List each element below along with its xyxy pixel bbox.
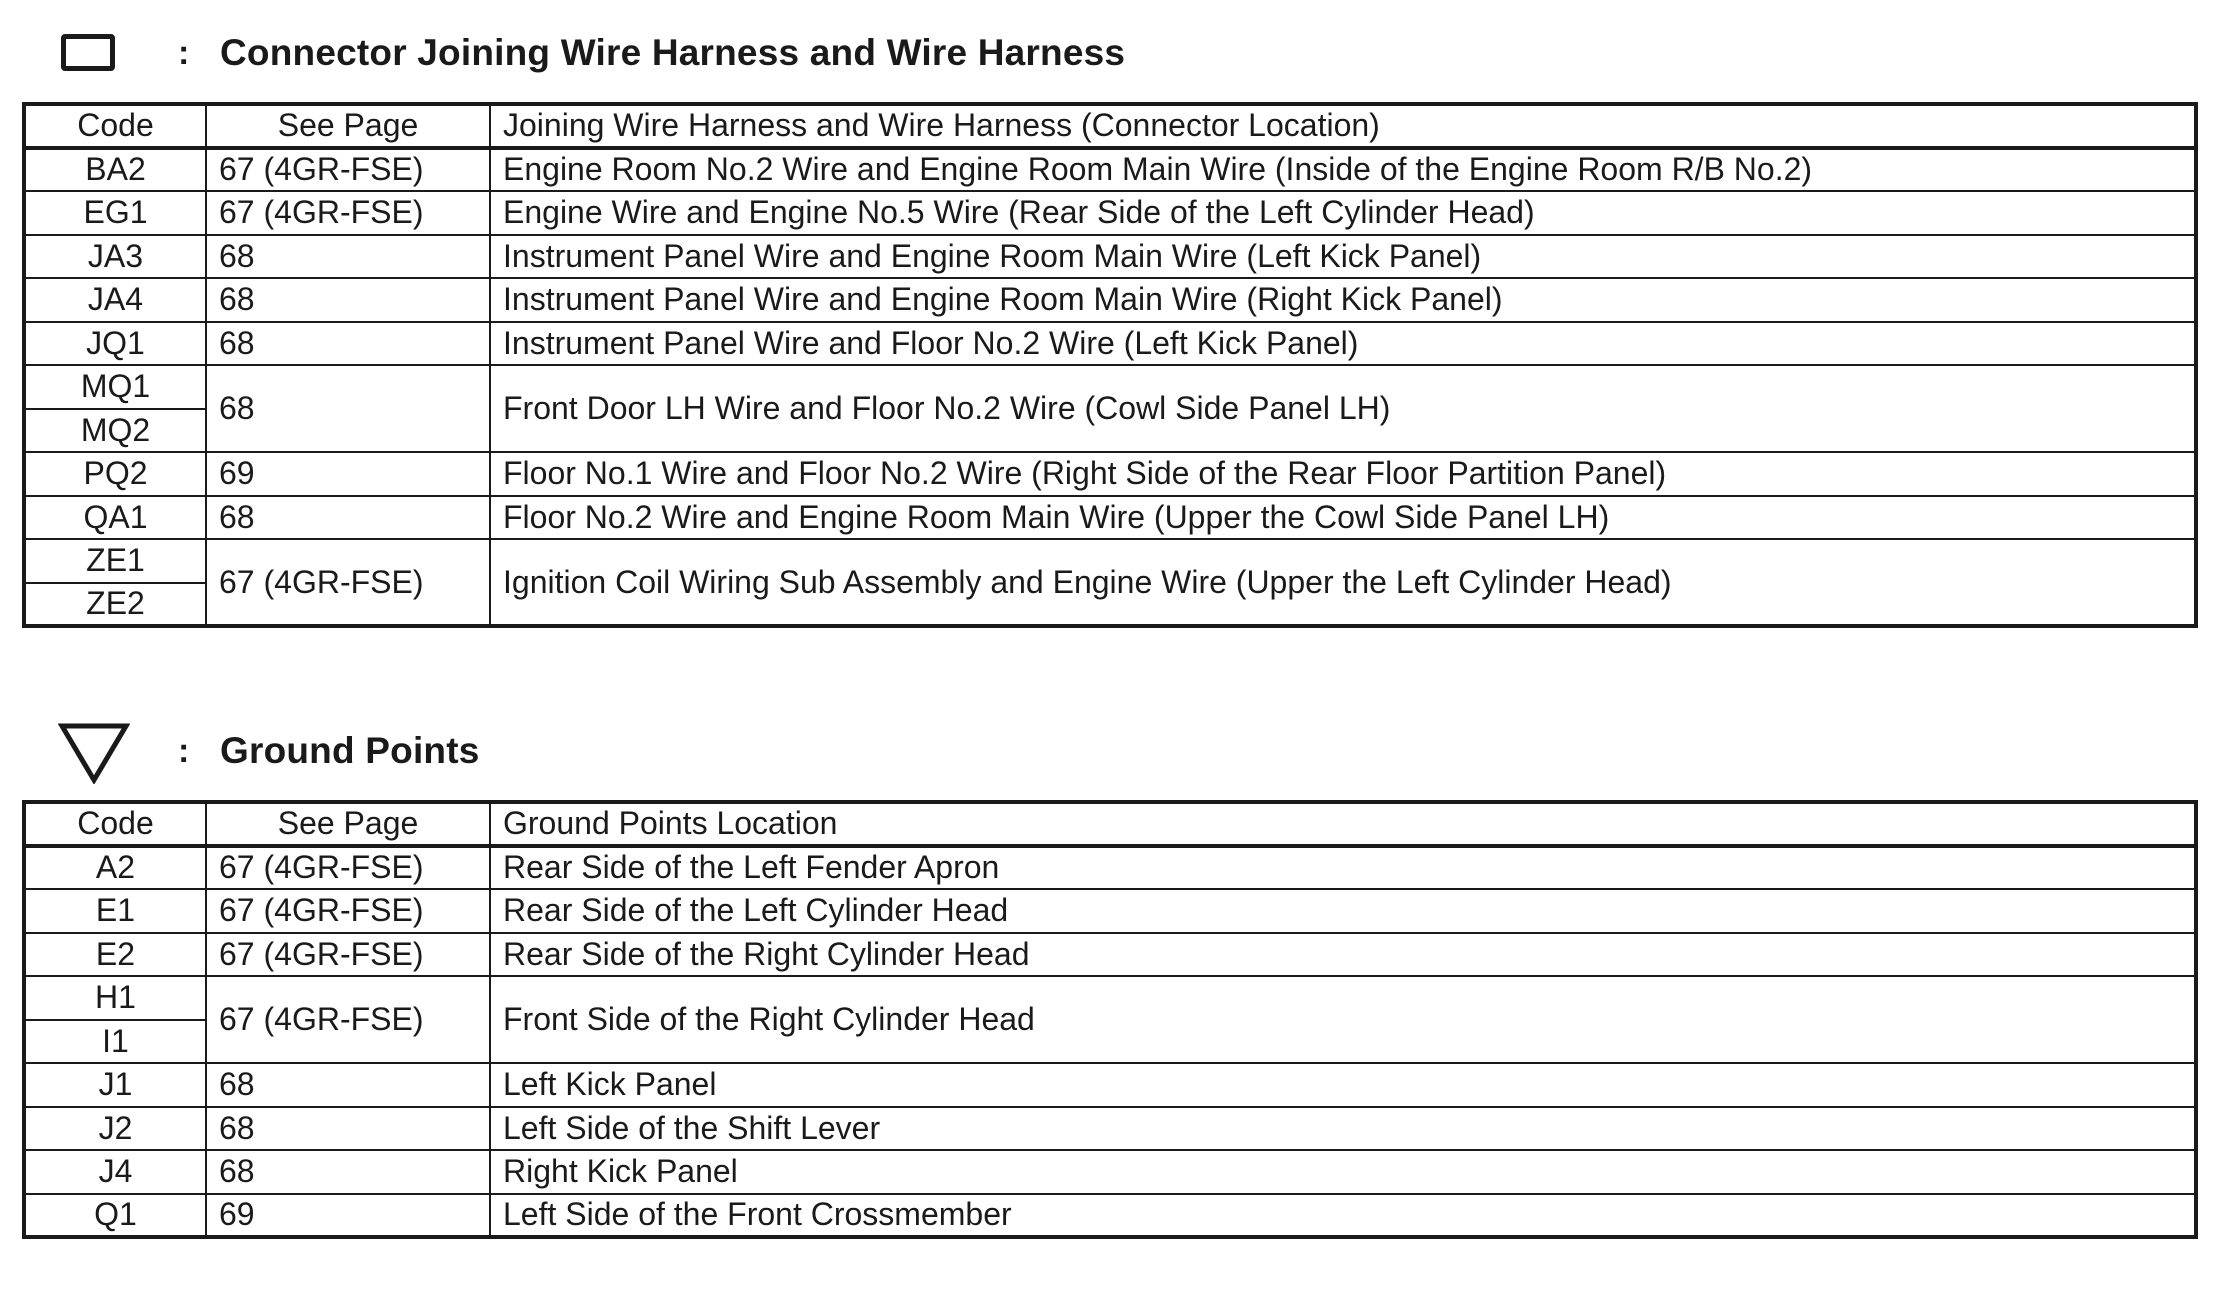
connector-symbol-icon xyxy=(61,34,115,71)
see-page-cell: 68 xyxy=(206,235,490,279)
table-row xyxy=(24,1194,2196,1238)
connector-table xyxy=(22,102,2198,628)
header-see-page: See Page xyxy=(206,104,490,148)
header-code: Code xyxy=(24,802,206,846)
see-page-cell: 68 xyxy=(206,1063,490,1107)
table-row xyxy=(24,1107,2196,1151)
code-cell: E2 xyxy=(24,933,206,977)
table-row xyxy=(24,1150,2196,1194)
code-cell: QA1 xyxy=(24,496,206,540)
location-cell: Rear Side of the Right Cylinder Head xyxy=(490,933,2196,977)
header-location: Joining Wire Harness and Wire Harness (Connector Location) xyxy=(490,104,2196,148)
connector-table-body xyxy=(24,104,2196,626)
code-cell: PQ2 xyxy=(24,452,206,496)
see-page-cell: 67 (4GR-FSE) xyxy=(206,933,490,977)
connector-section-title: Connector Joining Wire Harness and Wire Harness xyxy=(220,32,1126,73)
see-page-cell: 68 xyxy=(206,365,490,452)
location-cell: Front Door LH Wire and Floor No.2 Wire (Cowl Side Panel LH) xyxy=(490,365,2196,452)
table-row xyxy=(24,278,2196,322)
see-page-cell: 69 xyxy=(206,1194,490,1238)
table-row xyxy=(24,365,2196,409)
code-cell: ZE1 xyxy=(24,539,206,583)
location-cell: Instrument Panel Wire and Engine Room Main Wire (Right Kick Panel) xyxy=(490,278,2196,322)
see-page-cell: 68 xyxy=(206,1150,490,1194)
table-row xyxy=(24,322,2196,366)
header-see-page: See Page xyxy=(206,802,490,846)
code-cell: J4 xyxy=(24,1150,206,1194)
see-page-cell: 69 xyxy=(206,452,490,496)
location-cell: Left Side of the Front Crossmember xyxy=(490,1194,2196,1238)
code-cell: ZE2 xyxy=(24,583,206,627)
location-cell: Instrument Panel Wire and Floor No.2 Wire (Left Kick Panel) xyxy=(490,322,2196,366)
table-header-row xyxy=(24,104,2196,148)
see-page-cell: 67 (4GR-FSE) xyxy=(206,539,490,626)
table-row xyxy=(24,235,2196,279)
ground-points-table-body xyxy=(24,802,2196,1237)
code-cell: BA2 xyxy=(24,148,206,192)
header-code: Code xyxy=(24,104,206,148)
code-cell: A2 xyxy=(24,846,206,890)
location-cell: Rear Side of the Left Cylinder Head xyxy=(490,889,2196,933)
ground-points-table xyxy=(22,800,2198,1239)
code-cell: J1 xyxy=(24,1063,206,1107)
see-page-cell: 67 (4GR-FSE) xyxy=(206,191,490,235)
see-page-cell: 67 (4GR-FSE) xyxy=(206,889,490,933)
ground-section-title: Ground Points xyxy=(220,730,480,771)
code-cell: E1 xyxy=(24,889,206,933)
header-location: Ground Points Location xyxy=(490,802,2196,846)
code-cell: EG1 xyxy=(24,191,206,235)
location-cell: Left Side of the Shift Lever xyxy=(490,1107,2196,1151)
location-cell: Rear Side of the Left Fender Apron xyxy=(490,846,2196,890)
table-row xyxy=(24,539,2196,583)
table-row xyxy=(24,496,2196,540)
see-page-cell: 67 (4GR-FSE) xyxy=(206,976,490,1063)
code-cell: JQ1 xyxy=(24,322,206,366)
location-cell: Engine Wire and Engine No.5 Wire (Rear Side of the Left Cylinder Head) xyxy=(490,191,2196,235)
table-row xyxy=(24,1063,2196,1107)
location-cell: Floor No.2 Wire and Engine Room Main Wire (Upper the Cowl Side Panel LH) xyxy=(490,496,2196,540)
code-cell: JA4 xyxy=(24,278,206,322)
see-page-cell: 68 xyxy=(206,278,490,322)
code-cell: I1 xyxy=(24,1020,206,1064)
code-cell: MQ1 xyxy=(24,365,206,409)
location-cell: Ignition Coil Wiring Sub Assembly and Engine Wire (Upper the Left Cylinder Head) xyxy=(490,539,2196,626)
table-row xyxy=(24,933,2196,977)
table-row xyxy=(24,889,2196,933)
table-row xyxy=(24,976,2196,1020)
code-cell: MQ2 xyxy=(24,409,206,453)
location-cell: Left Kick Panel xyxy=(490,1063,2196,1107)
table-row xyxy=(24,452,2196,496)
see-page-cell: 67 (4GR-FSE) xyxy=(206,846,490,890)
connector-heading-colon: : xyxy=(178,34,190,72)
location-cell: Engine Room No.2 Wire and Engine Room Main Wire (Inside of the Engine Room R/B No.2) xyxy=(490,148,2196,192)
code-cell: JA3 xyxy=(24,235,206,279)
code-cell: J2 xyxy=(24,1107,206,1151)
see-page-cell: 67 (4GR-FSE) xyxy=(206,148,490,192)
code-cell: H1 xyxy=(24,976,206,1020)
location-cell: Instrument Panel Wire and Engine Room Main Wire (Left Kick Panel) xyxy=(490,235,2196,279)
table-row xyxy=(24,191,2196,235)
table-row xyxy=(24,846,2196,890)
see-page-cell: 68 xyxy=(206,1107,490,1151)
table-row xyxy=(24,148,2196,192)
table-header-row xyxy=(24,802,2196,846)
ground-symbol-icon xyxy=(58,722,130,784)
location-cell: Front Side of the Right Cylinder Head xyxy=(490,976,2196,1063)
location-cell: Right Kick Panel xyxy=(490,1150,2196,1194)
ground-heading-colon: : xyxy=(178,732,190,770)
see-page-cell: 68 xyxy=(206,322,490,366)
see-page-cell: 68 xyxy=(206,496,490,540)
location-cell: Floor No.1 Wire and Floor No.2 Wire (Right Side of the Rear Floor Partition Panel) xyxy=(490,452,2196,496)
code-cell: Q1 xyxy=(24,1194,206,1238)
